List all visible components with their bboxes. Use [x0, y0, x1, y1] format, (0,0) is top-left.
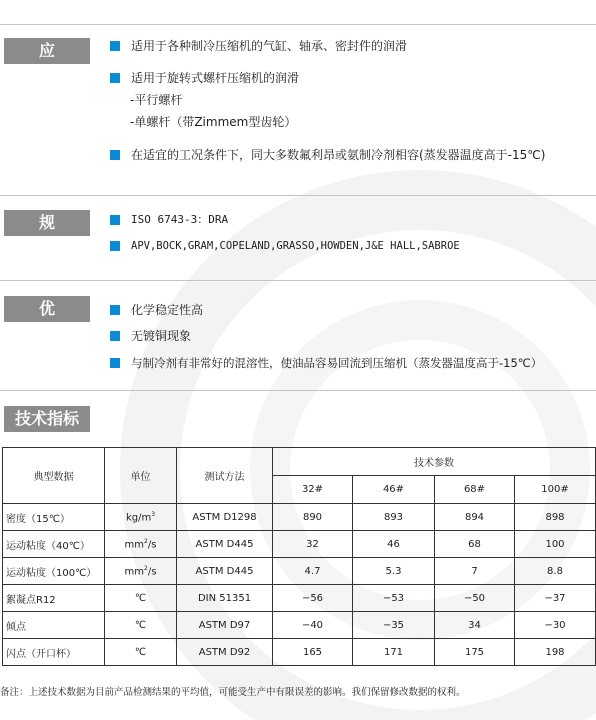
bullet-square-icon: [110, 215, 120, 225]
section-label-advantages: 优 势: [4, 296, 90, 322]
row-value: 198: [515, 639, 596, 666]
section-label-application: 应 用: [4, 38, 90, 64]
technical-spec-table: [2, 447, 596, 666]
bullet-square-icon: [110, 73, 120, 83]
bullet-text: APV,BOCK,GRAM,COPELAND,GRASSO,HOWDEN,J&E HALL,SABROE: [131, 240, 460, 252]
header-grade: 32#: [273, 476, 353, 504]
row-name: 运动粘度（100℃）: [3, 558, 105, 585]
bullet-square-icon: [110, 150, 120, 160]
section-label-technical: 技术指标: [4, 406, 90, 432]
row-value: 894: [435, 504, 515, 531]
row-value: 4.7: [273, 558, 353, 585]
row-value: 7: [435, 558, 515, 585]
row-unit: $kg/m^3$: [105, 504, 177, 531]
row-name: 闪点（开口杯）: [3, 639, 105, 666]
section-divider: [0, 390, 596, 391]
row-unit: ℃: [105, 585, 177, 612]
bullet-text: 与制冷剂有非常好的混溶性，使油品容易回流到压缩机（蒸发器温度高于-15℃）: [131, 356, 543, 370]
header-grade: 100#: [515, 476, 596, 504]
table-row: [3, 585, 596, 612]
row-method: ASTM D1298: [177, 504, 273, 531]
application-sub-line-2: -单螺杆（带Zimmem型齿轮）: [130, 115, 297, 129]
bullet-text: 在适宜的工况条件下，同大多数氟利昂或氨制冷剂相容(蒸发器温度高于-15℃): [131, 148, 546, 162]
application-sub-line-1: -平行螺杆: [130, 93, 183, 107]
row-value: 175: [435, 639, 515, 666]
row-value: 46: [353, 531, 435, 558]
row-method: ASTM D445: [177, 558, 273, 585]
row-method: ASTM D92: [177, 639, 273, 666]
row-method: DIN 51351: [177, 585, 273, 612]
section-label-specification: 规 格: [4, 210, 90, 236]
row-value: −37: [515, 585, 596, 612]
bullet-square-icon: [110, 331, 120, 341]
row-value: 171: [353, 639, 435, 666]
row-name: 运动粘度（40℃）: [3, 531, 105, 558]
bullet-text: 适用于各种制冷压缩机的气缸、轴承、密封件的润滑: [131, 39, 408, 53]
row-value: 893: [353, 504, 435, 531]
table-row: [3, 531, 596, 558]
row-value: 100: [515, 531, 596, 558]
section-divider: [0, 280, 596, 281]
top-rule: [0, 24, 596, 25]
row-value: 5.3: [353, 558, 435, 585]
row-method: ASTM D445: [177, 531, 273, 558]
bullet-text: 适用于旋转式螺杆压缩机的润滑: [131, 71, 300, 85]
row-value: 68: [435, 531, 515, 558]
row-value: 8.8: [515, 558, 596, 585]
row-value: 34: [435, 612, 515, 639]
bullet-text: ISO 6743-3：DRA: [131, 213, 229, 226]
row-value: −56: [273, 585, 353, 612]
row-unit: ℃: [105, 612, 177, 639]
table-header-row: [3, 448, 596, 476]
table-row: [3, 558, 596, 585]
table-row: [3, 612, 596, 639]
row-value: −40: [273, 612, 353, 639]
header-grade: 68#: [435, 476, 515, 504]
row-unit: $mm^2/s$: [105, 531, 177, 558]
row-unit: $mm^2/s$: [105, 558, 177, 585]
row-value: 32: [273, 531, 353, 558]
header-technical-params: 技术参数: [273, 448, 596, 476]
section-divider: [0, 195, 596, 196]
bullet-square-icon: [110, 241, 120, 251]
row-value: 898: [515, 504, 596, 531]
footnote: 备注：上述技术数据为目前产品检测结果的平均值，可能受生产中有限误差的影响。我们保留修改数据的权利。: [0, 687, 466, 698]
row-value: −53: [353, 585, 435, 612]
table-row: [3, 639, 596, 666]
bullet-square-icon: [110, 358, 120, 368]
bullet-square-icon: [110, 305, 120, 315]
bullet-text: 无镀铜现象: [131, 329, 192, 343]
row-value: −30: [515, 612, 596, 639]
bullet-text: 化学稳定性高: [131, 303, 204, 317]
header-unit: 单位: [105, 448, 177, 504]
row-name: 倾点: [3, 612, 105, 639]
table-row: [3, 504, 596, 531]
row-unit: ℃: [105, 639, 177, 666]
header-typical-data: 典型数据: [3, 448, 105, 504]
header-test-method: 测试方法: [177, 448, 273, 504]
header-grade: 46#: [353, 476, 435, 504]
row-value: −50: [435, 585, 515, 612]
row-value: 165: [273, 639, 353, 666]
row-name: 密度（15℃）: [3, 504, 105, 531]
row-value: −35: [353, 612, 435, 639]
row-name: 絮凝点R12: [3, 585, 105, 612]
row-method: ASTM D97: [177, 612, 273, 639]
bullet-square-icon: [110, 41, 120, 51]
row-value: 890: [273, 504, 353, 531]
